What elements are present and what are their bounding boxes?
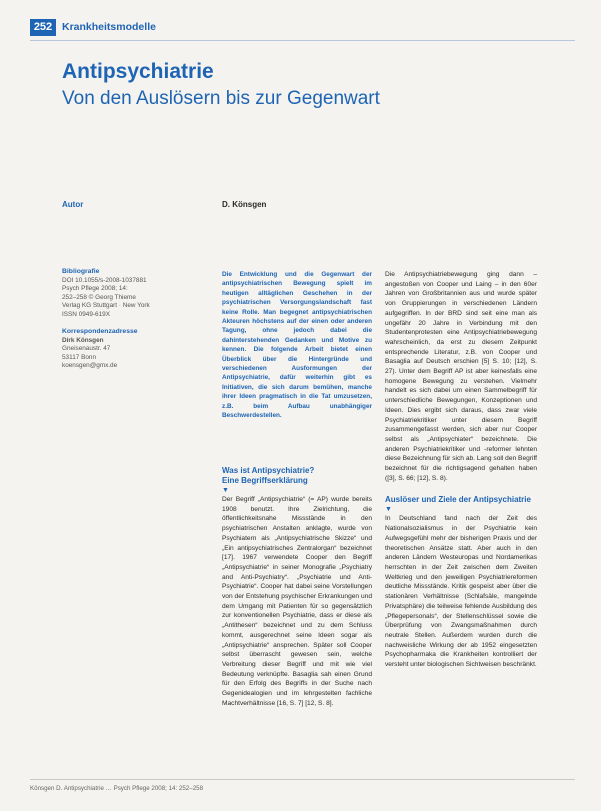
contact-block [62,328,182,371]
bibliography-heading: Bibliografie [62,268,100,275]
sidebar [62,268,182,380]
bibliography-block [62,268,182,319]
contact-name: Dirk Könsgen [62,336,104,344]
bibliography-line: ISSN 0949-619X [62,310,110,318]
header-rule [30,40,575,41]
article-title: Antipsychiatrie [62,60,214,83]
author-name: D. Könsgen [222,200,267,209]
footer-rule [30,779,575,780]
contact-line: koensgen@gmx.de [62,362,118,369]
page-number: 252 [30,19,56,36]
left-column [222,466,372,708]
footer-citation: Könsgen D. Antipsychiatrie … Psych Pflege 2008; 14: 252–258 [30,785,204,792]
section-heading: Auslöser und Ziele der Antipsychiatrie [385,495,531,505]
section-heading: Eine Begriffserklärung [222,476,308,485]
section-arrow-icon: ▼ [385,506,392,514]
right-column [385,270,537,670]
contact-line: 53117 Bonn [62,353,96,361]
body-paragraph: Der Begriff „Antipsychiatrie“ (= AP) wurde bereits 1908 benutzt. Ihre Zielrichtung, die öffentlichkeitsnahe Missstände in den psychiatrischen Anstalten anklagte, wurde von Psychiatern als „Antipsychiatrische Skizze“ und „Ein antipsychiatrisches Zentralorgan“ bezeichnet [17]. 1967 verwendete Cooper den Begriff „Antipsychiatrie“ in seiner Monografie „Psychiatry and Anti-Psychiatry“. „Psychiatrie und Anti-Psychiatrie“. Cooper hat dabei seine Vorstellungen von der Entstehung psychischer Erkrankungen und dem Umgang mit Patienten für so gegensätzlich zur konventionellen Psychiatrie, dass er diese als „Antithesen“ bezeichnet und zu dem Schluss kommt, ausgerechnet seine Ideen sogar als „Antipsychiatrie“ ansprechen. Später soll Cooper selbst überrascht gewesen sein, welche Verbreitung dieser Begriff und mit wie viel Bedeutung verknüpfte. Basaglia sah einen Grund für den Erfolg des Begriffs in der Suche nach Gegenidealogien und im lehrgestelten fachliche Machtverhältnisse [16, S. 7] [12, S. 8]. [222,496,372,707]
body-paragraph: Die Antipsychiatriebewegung ging dann – angestoßen von Cooper und Laing – in den 60er Jahren von Großbritannien aus und wurde später von Gruppierungen in verschiedenen Ländern aufgegriffen. In der BRD sind seit eine man als ungefähr 20 Jahre in Verbindung mit den Studentenprotesten eine Antipsychiatriebewegung wahrscheinlich, da erst zu diesem Zeitpunkt entsprechende Literatur, z.B. von Cooper und Basaglia auf Deutsch erschien [5] S. 10; [12], S. 27). Unter dem Begriff AP ist aber keinesfalls eine homogene Bewegung zu verstehen. Vielmehr handelt es sich dabei um einen Sammelbegriff für unterschiedliche Bewegungen, Konzeptionen und Ideen. Dies ergibt sich daraus, dass zwar viele Psychiatriekritiker unter diesem Begriff zusammengefasst werden, sich aber nur Cooper selbst als „Antipsychiater“ bezeichnete. Die anderen Psychiatriekritiker und -reformer lehnten diese Bezeichnung für sich ab. Lang soll den Begriff bezeichnet für die richtigsagend gehalten haben ([3], S. 66; [12], S. 8). [385,271,537,482]
bibliography-line: DOI 10.1055/s-2008-1037881 [62,276,147,284]
running-head: Krankheitsmodelle [62,21,156,33]
contact-heading: Korrespondenzadresse [62,328,138,335]
article-subtitle: Von den Auslösern bis zur Gegenwart [62,88,380,109]
contact-line: Gneisenaustr. 47 [62,345,111,352]
author-label: Autor [62,200,84,209]
abstract: Die Entwicklung und die Gegenwart der antipsychiatrischen Bewegung spielt im heutigen alltäglichen Geschehen in der psychiatrischen Versorgungslandschaft fast keine Rolle. Man begegnet antipsychiatrischen Akteuren höchstens auf der einen oder anderen Tagung, ohne jedoch dabei die dahinterstehenden Gedanken und Motive zu kennen. Die folgende Arbeit bietet einen Überblick über die Hintergründe und verschiedenen Ausformungen der Antipsychiatrie, dafür weiterhin gibt es Initiativen, die sich darum bemühen, manche ihrer Ideen pragmatisch in die Tat umzusetzen, z.B. beim Aufbau unabhängiger Beschwerdestellen. [222,271,372,420]
bibliography-line: Verlag KG Stuttgart · New York [62,302,150,309]
section-heading: Was ist Antipsychiatrie? [222,466,315,475]
bibliography-line: 252–258 © Georg Thieme [62,293,136,301]
bibliography-line: Psych Pflege 2008; 14: [62,285,128,292]
section-arrow-icon: ▼ [222,487,229,494]
body-paragraph: In Deutschland fand nach der Zeit des Nationalsozialismus in der Psychiatrie kein Aufwegsgefühl mehr der bisherigen Praxis und der theoretischen Ansätze statt. Aber auch in den anderen Ländern Westeuropas und Nordamerikas herrschten in der Zeit zwischen dem Zweiten Weltkrieg und den jeweiligen Psychiatriereformen deutliche Missstände. Kritik gespeist aber über die stationären Verhältnisse (Schlafsäle, mangelnde Privatsphäre) die teilweise fehlende Ausbildung des „Pflegepersonals“, der Stellenschlüssel sowie die Überprüfung von Zwangsmaßnahmen durch neutrale Stellen. Außerdem wurden durch die nachweisliche Wirkung der ab 1952 eingesetzten Psychopharmaka die Krankheiten kontrolliert der versteht unter biologischen Sichtweisen beschränkt. [385,515,537,669]
